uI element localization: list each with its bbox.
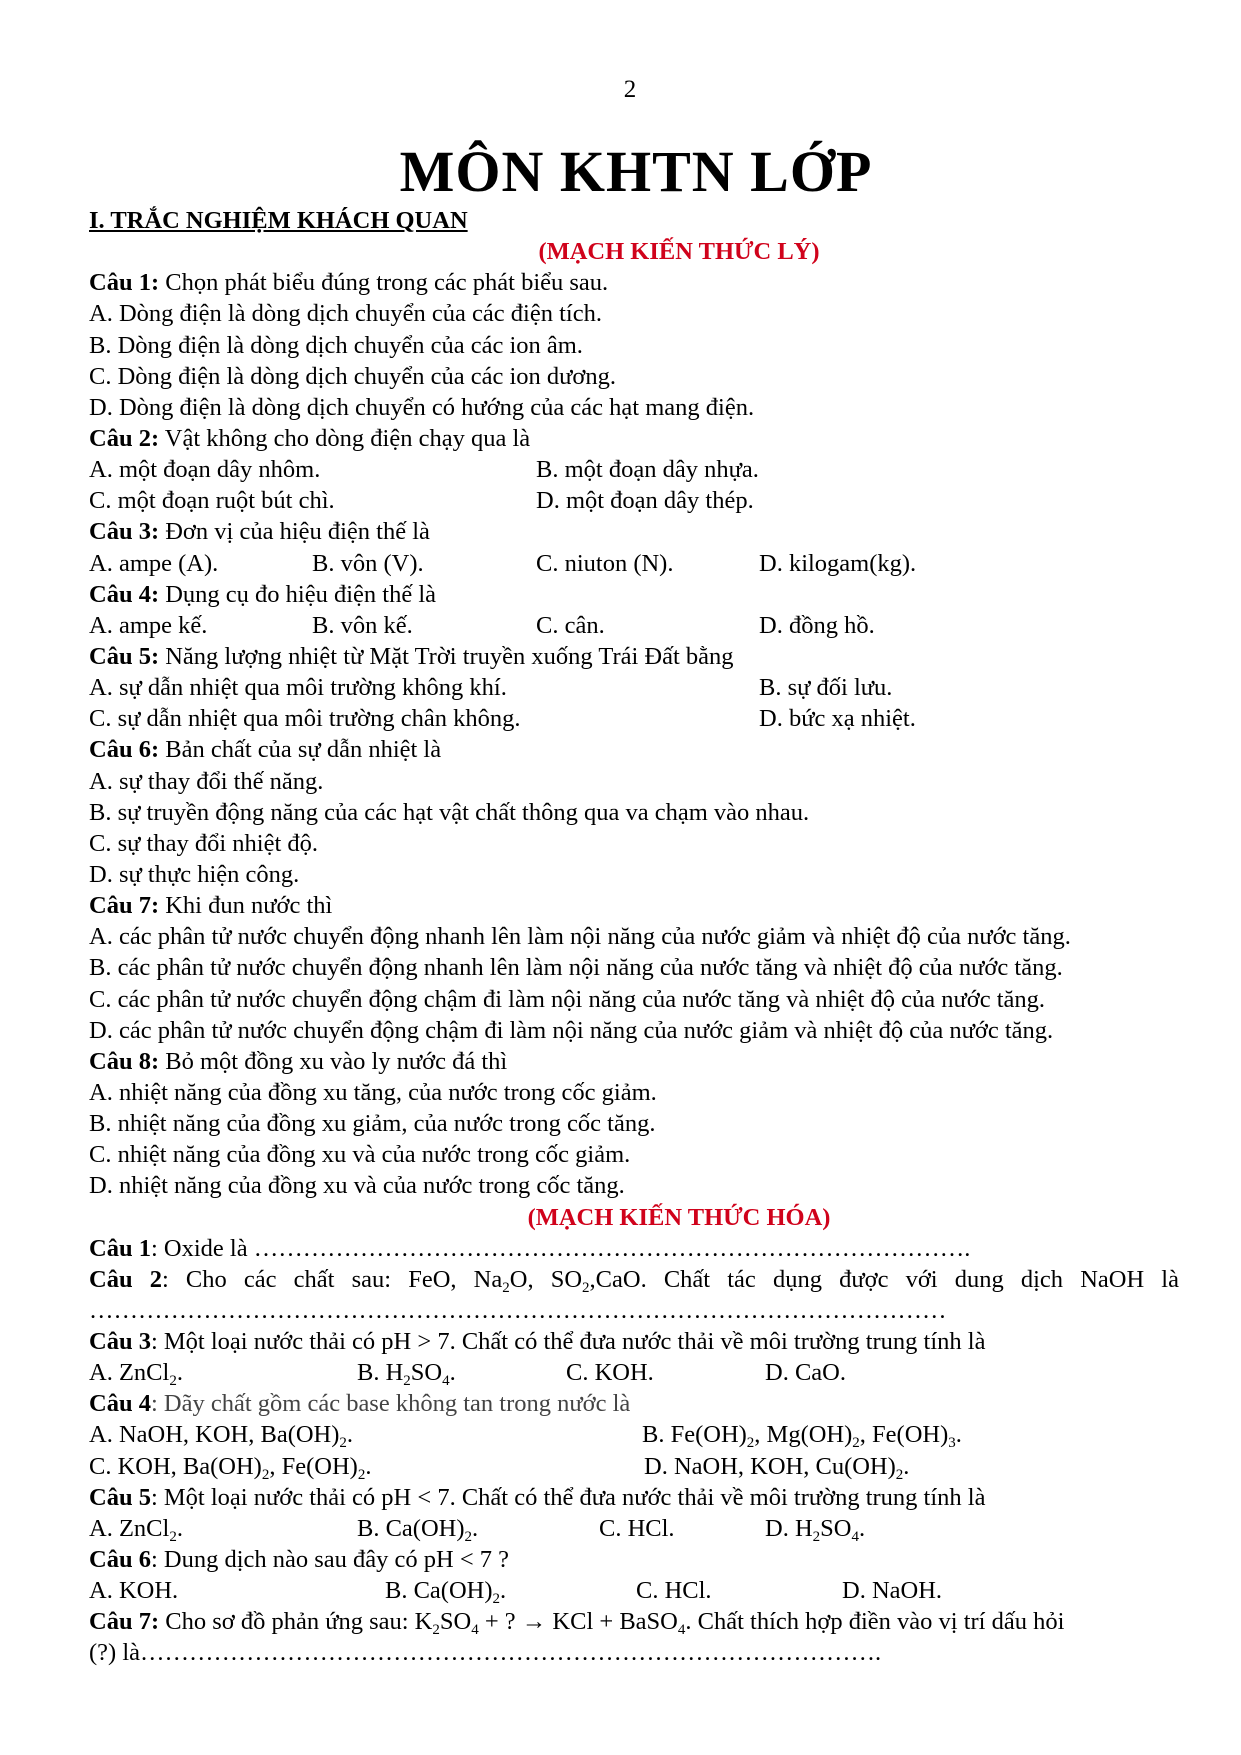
- answer-option: B. một đoạn dây nhựa.: [536, 456, 759, 484]
- question-text: Năng lượng nhiệt từ Mặt Trời truyền xuống Trái Đất bằng: [159, 642, 734, 670]
- question-label: Câu 7:: [89, 1608, 160, 1636]
- question-text: Cho sơ đồ phản ứng sau: $K_2SO_4$ + ? → KCl + BaSO$_4$. Chất thích hợp điền vào vị trí dấu hỏi: [159, 1608, 1065, 1639]
- answer-option: D. $H_2SO_4$.: [765, 1514, 866, 1545]
- answer-row: [89, 1513, 1179, 1544]
- answer-option: C. Dòng điện là dòng dịch chuyển của các ion dương.: [89, 362, 616, 390]
- answer-option: A. sự thay đổi thế năng.: [89, 767, 324, 795]
- answer-option: A. ZnCl$_2$.: [89, 1514, 183, 1545]
- answer-row: [89, 1357, 1179, 1388]
- answer-option: B. Dòng điện là dòng dịch chuyển của các ion âm.: [89, 331, 583, 359]
- section-heading: I. TRẮC NGHIỆM KHÁCH QUAN: [89, 207, 468, 234]
- answer-option: C. KOH.: [566, 1359, 654, 1387]
- answer-option: D. sự thực hiện công.: [89, 860, 300, 888]
- question-label: Câu 4: [89, 1390, 151, 1418]
- answer-option: B. $H_2SO_4$.: [357, 1359, 456, 1390]
- answer-option: D. kilogam(kg).: [759, 549, 917, 577]
- question-text: Khi đun nước thì: [159, 892, 333, 920]
- physics-heading: (MẠCH KIẾN THỨC LÝ): [538, 238, 820, 266]
- page-number: 2: [623, 76, 637, 103]
- answer-option: C. HCl.: [599, 1514, 675, 1542]
- question: [89, 1264, 1179, 1295]
- question-label: Câu 1: [89, 1234, 151, 1262]
- question: [89, 1482, 1179, 1513]
- answer-option: A. các phân tử nước chuyển động nhanh lên làm nội năng của nước giảm và nhiệt độ của nước tăng.: [89, 923, 1071, 951]
- question: [89, 1606, 1179, 1637]
- answer-option: B. các phân tử nước chuyển động nhanh lên làm nội năng của nước tăng và nhiệt độ của nước tăng.: [89, 954, 1063, 982]
- answer-option: A. sự dẫn nhiệt qua môi trường không khí.: [89, 674, 507, 702]
- question: [89, 267, 1179, 298]
- question-label: Câu 7:: [89, 892, 160, 920]
- answer-row: [89, 1419, 1179, 1450]
- question-text: : Một loại nước thải có pH > 7. Chất có thể đưa nước thải về môi trường trung tính là: [150, 1328, 986, 1356]
- page-title: MÔN KHTN LỚP: [399, 139, 873, 204]
- question-label: Câu 2:: [89, 424, 160, 452]
- answer-option: D. CaO.: [765, 1359, 846, 1387]
- question: [89, 516, 1179, 547]
- question: [89, 1326, 1179, 1357]
- question-label: Câu 5:: [89, 642, 160, 670]
- question-text: Bản chất của sự dẫn nhiệt là: [159, 736, 442, 764]
- question: [89, 579, 1179, 610]
- answer-row: [89, 610, 1179, 641]
- answer-option: C. các phân tử nước chuyển động chậm đi làm nội năng của nước tăng và nhiệt độ của nước tăng.: [89, 985, 1046, 1013]
- question: [89, 1388, 1179, 1419]
- answer-option: C. sự thay đổi nhiệt độ.: [89, 829, 319, 857]
- answer-option: C. niuton (N).: [536, 549, 674, 577]
- answer-row: [89, 485, 1179, 516]
- answer-option: A. một đoạn dây nhôm.: [89, 456, 321, 484]
- answer-option: D. các phân tử nước chuyển động chậm đi làm nội năng của nước giảm và nhiệt độ của nước tăng.: [89, 1016, 1054, 1044]
- answer-option: D. NaOH, KOH, $Cu(OH)_2$.: [644, 1452, 910, 1483]
- answer-option: B. $Ca(OH)_2$.: [385, 1577, 507, 1608]
- question-label: Câu 5: [89, 1483, 151, 1511]
- answer-option: A. KOH.: [89, 1577, 179, 1605]
- answer-option: B. sự đối lưu.: [759, 674, 893, 702]
- question: [89, 734, 1179, 765]
- question-text: Chọn phát biểu đúng trong các phát biểu sau.: [159, 269, 609, 297]
- answer-option: B. vôn kế.: [312, 611, 413, 639]
- answer-option: A. nhiệt năng của đồng xu tăng, của nước trong cốc giảm.: [89, 1078, 657, 1106]
- answer-option: C. KOH, $Ba(OH)_2$, $Fe(OH)_2$.: [89, 1452, 372, 1483]
- question-text: : Oxide là …………………………………………………………………………….: [150, 1234, 971, 1262]
- question-text: Bỏ một đồng xu vào ly nước đá thì: [159, 1047, 508, 1075]
- answer-option: B. vôn (V).: [312, 549, 424, 577]
- question-text: Đơn vị của hiệu điện thế là: [159, 518, 430, 546]
- answer-option: B. nhiệt năng của đồng xu giảm, của nước trong cốc tăng.: [89, 1110, 656, 1138]
- question: [89, 890, 1179, 921]
- answer-option: D. nhiệt năng của đồng xu và của nước trong cốc tăng.: [89, 1172, 625, 1200]
- answer-option: B. $Fe(OH)_2$, $Mg(OH)_2$, $Fe(OH)_3$.: [642, 1421, 962, 1452]
- answer-option: A. ZnCl$_2$.: [89, 1359, 183, 1390]
- question: [89, 1544, 1179, 1575]
- answer-row: [89, 672, 1179, 703]
- answer-option: D. bức xạ nhiệt.: [759, 705, 916, 733]
- question-text: : Một loại nước thải có pH < 7. Chất có thể đưa nước thải về môi trường trung tính là: [150, 1483, 986, 1511]
- answer-option: C. một đoạn ruột bút chì.: [89, 487, 335, 515]
- question-text: : Dung dịch nào sau đây có pH < 7 ?: [150, 1546, 510, 1574]
- answer-blank: (?) là……………………………………………………………………………….: [89, 1639, 882, 1667]
- question-text: : Dãy chất gồm các base không tan trong nước là: [150, 1390, 631, 1418]
- question-label: Câu 6: [89, 1546, 151, 1574]
- exam-content: [89, 205, 1179, 1669]
- answer-option: B. $Ca(OH)_2$.: [357, 1514, 479, 1545]
- question-label: Câu 3: [89, 1328, 151, 1356]
- answer-blank: ……………………………………………………………………………………………: [89, 1296, 947, 1324]
- question-label: Câu 4:: [89, 580, 160, 608]
- answer-option: D. đồng hồ.: [759, 611, 875, 639]
- question: [89, 423, 1179, 454]
- answer-option: D. NaOH.: [842, 1577, 943, 1605]
- answer-option: A. NaOH, KOH, $Ba(OH)_2$.: [89, 1421, 354, 1452]
- answer-row: [89, 548, 1179, 579]
- answer-row: [89, 703, 1179, 734]
- answer-option: C. HCl.: [636, 1577, 712, 1605]
- question-text: Vật không cho dòng điện chạy qua là: [159, 424, 531, 452]
- answer-option: B. sự truyền động năng của các hạt vật chất thông qua va chạm vào nhau.: [89, 798, 810, 826]
- question-label: Câu 8:: [89, 1047, 160, 1075]
- question-text: : Cho các chất sau: FeO, $Na_2O$, $SO_2,CaO$. Chất tác dụng được với dung dịch NaOH là: [161, 1265, 1179, 1296]
- answer-option: C. sự dẫn nhiệt qua môi trường chân không.: [89, 705, 521, 733]
- answer-option: C. nhiệt năng của đồng xu và của nước trong cốc giảm.: [89, 1141, 631, 1169]
- question: [89, 1046, 1179, 1077]
- answer-option: D. Dòng điện là dòng dịch chuyển có hướng của các hạt mang điện.: [89, 393, 755, 421]
- answer-row: [89, 1575, 1179, 1606]
- answer-row: [89, 454, 1179, 485]
- question-label: Câu 1:: [89, 269, 160, 297]
- question-label: Câu 2: [89, 1265, 162, 1293]
- answer-option: A. ampe (A).: [89, 549, 219, 577]
- answer-option: D. một đoạn dây thép.: [536, 487, 754, 515]
- answer-option: A. Dòng điện là dòng dịch chuyển của các điện tích.: [89, 300, 602, 328]
- question: [89, 1233, 1179, 1264]
- answer-option: C. cân.: [536, 611, 605, 639]
- question-text: Dụng cụ đo hiệu điện thế là: [159, 580, 437, 608]
- question-label: Câu 3:: [89, 518, 160, 546]
- answer-option: A. ampe kế.: [89, 611, 208, 639]
- question: [89, 641, 1179, 672]
- answer-row: [89, 1451, 1179, 1482]
- question-label: Câu 6:: [89, 736, 160, 764]
- chemistry-heading: (MẠCH KIẾN THỨC HÓA): [527, 1203, 831, 1231]
